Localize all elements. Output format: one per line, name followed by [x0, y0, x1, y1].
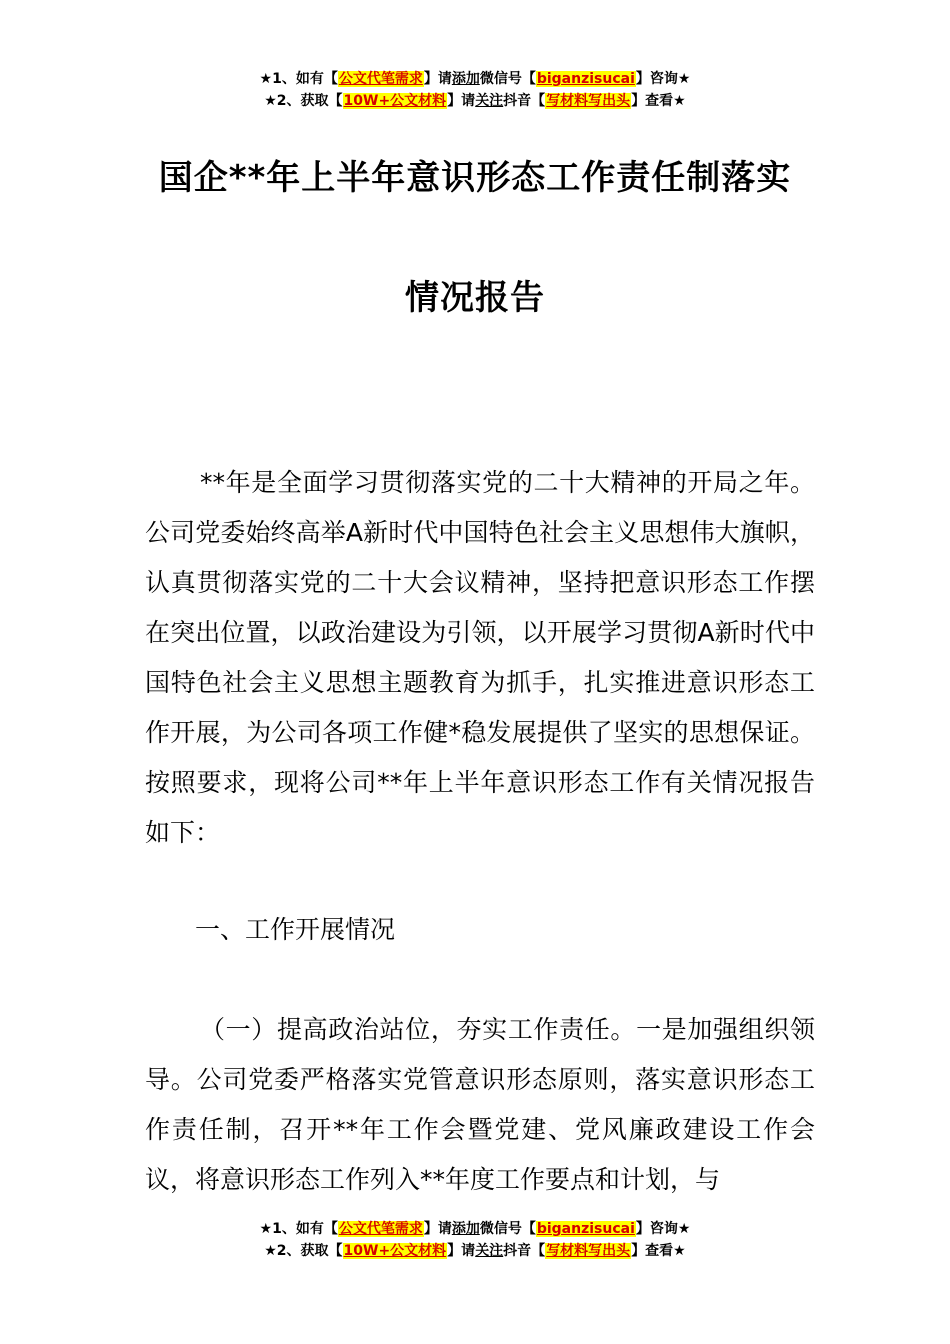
highlight-douyin-id: 写材料写出头	[546, 93, 631, 109]
header-banner	[0, 68, 950, 112]
highlight-materials: 10W+公文材料	[343, 1243, 447, 1259]
banner-text: 】请	[447, 93, 476, 109]
banner-text: 】请	[447, 1243, 476, 1259]
highlight-wechat-id: biganzisucai	[536, 71, 635, 87]
banner-text: 】请	[423, 71, 452, 87]
banner-keyword: 关注	[475, 93, 504, 109]
banner-text: ★2、获取【	[264, 93, 343, 109]
section-heading: 一、工作开展情况	[195, 915, 396, 944]
banner-line-2	[0, 1240, 950, 1262]
banner-text: 】查看★	[631, 1243, 686, 1259]
banner-text: 】咨询★	[635, 1221, 691, 1237]
banner-line-2	[0, 90, 950, 112]
banner-text: 微信号【	[479, 71, 536, 87]
banner-line-1	[0, 68, 950, 90]
banner-text: 抖音【	[503, 1243, 546, 1259]
highlight-materials: 10W+公文材料	[343, 93, 447, 109]
banner-text: 】请	[423, 1221, 452, 1237]
document-title-line-1: 国企**年上半年意识形态工作责任制落实	[158, 158, 792, 198]
banner-text: 微信号【	[479, 1221, 536, 1237]
banner-keyword: 添加	[451, 1221, 480, 1237]
banner-text: 】咨询★	[635, 71, 691, 87]
highlight-service: 公文代笔需求	[338, 1221, 423, 1237]
banner-line-1	[0, 1218, 950, 1240]
highlight-wechat-id: biganzisucai	[536, 1221, 635, 1237]
banner-keyword: 添加	[451, 71, 480, 87]
intro-paragraph: **年是全面学习贯彻落实党的二十大精神的开局之年。公司党委始终高举A新时代中国特色社会主义思想伟大旗帜，认真贯彻落实党的二十大会议精神，坚持把意识形态工作摆在突出位置，以政治建设为引领，以开展学习贯彻A新时代中国特色社会主义思想主题教育为抓手，扎实推进意识形态工作开展，为公司各项工作健*稳发展提供了坚实的思想保证。按照要求，现将公司**年上半年意识形态工作有关情况报告如下：	[145, 468, 815, 847]
banner-text: ★2、获取【	[264, 1243, 343, 1259]
banner-text: 】查看★	[631, 93, 686, 109]
section-paragraph: （一）提高政治站位，夯实工作责任。一是加强组织领导。公司党委严格落实党管意识形态原则，落实意识形态工作责任制，召开**年工作会暨党建、党风廉政建设工作会议，将意识形态工作列入**年度工作要点和计划，与	[145, 1015, 815, 1194]
footer-banner	[0, 1218, 950, 1262]
banner-text: ★1、如有【	[259, 1221, 338, 1237]
highlight-service: 公文代笔需求	[338, 71, 423, 87]
banner-text: 抖音【	[503, 93, 546, 109]
banner-keyword: 关注	[475, 1243, 504, 1259]
highlight-douyin-id: 写材料写出头	[546, 1243, 631, 1259]
banner-text: ★1、如有【	[259, 71, 338, 87]
document-title-line-2: 情况报告	[405, 278, 545, 318]
